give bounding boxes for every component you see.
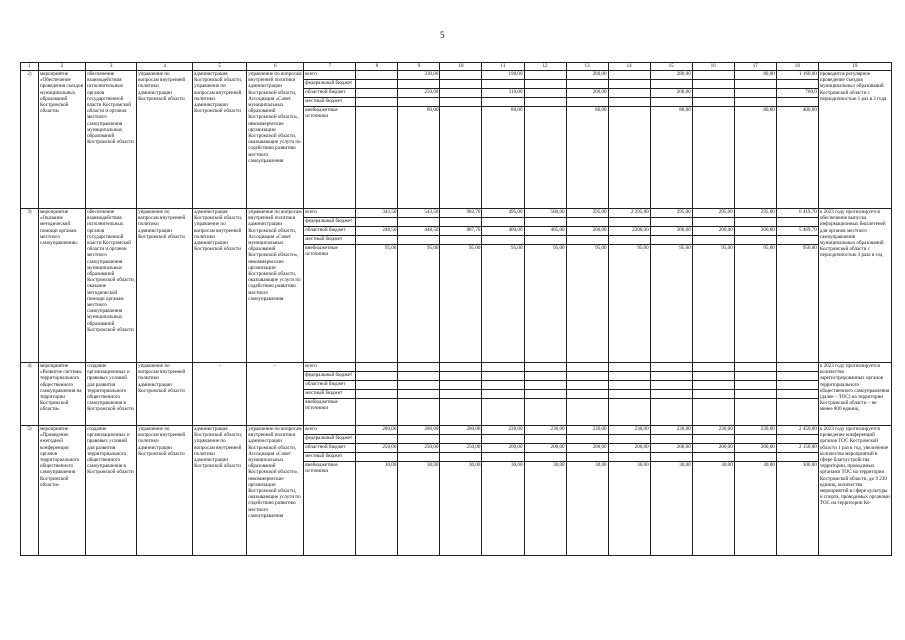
- amount-cell: [482, 390, 524, 399]
- amount-cell: [650, 381, 692, 390]
- amount-cell: 280,00: [440, 426, 482, 435]
- column-header: 12: [524, 63, 566, 71]
- amount-cell: [482, 98, 524, 107]
- amount-cell: [608, 399, 650, 426]
- amount-cell: [776, 218, 818, 227]
- amount-cell: [692, 89, 734, 98]
- amount-cell: 110,00: [482, 89, 524, 98]
- amount-cell: [524, 381, 566, 390]
- amount-cell: 95,00: [356, 245, 398, 363]
- co-executor: -: [193, 363, 247, 426]
- amount-cell: 95,00: [734, 245, 776, 363]
- amount-cell: 2 450,00: [776, 426, 818, 435]
- amount-cell: 580,00: [524, 209, 566, 218]
- funding-source: областной бюджет: [304, 227, 356, 236]
- participants: управление по вопросам внутренней политики администрации Костромской области, Ассоциация «Совет муниципальных образований Костромской области», некоммерческие организации Костромской области, оказывающие услуги по содействию развитию местного самоуправления: [247, 209, 304, 363]
- amount-cell: [692, 218, 734, 227]
- amount-cell: [650, 399, 692, 426]
- column-header: 7: [304, 63, 356, 71]
- amount-cell: [650, 453, 692, 462]
- responsible-executor: управление по вопросам внутренней политики администрации Костромской области: [137, 71, 193, 209]
- amount-cell: 295,00: [734, 209, 776, 218]
- amount-cell: [482, 399, 524, 426]
- amount-cell: 200,00: [734, 444, 776, 453]
- amount-cell: [482, 372, 524, 381]
- amount-cell: [692, 363, 734, 372]
- column-header: 19: [818, 63, 891, 71]
- amount-cell: 230,00: [482, 426, 524, 435]
- amount-cell: [482, 236, 524, 245]
- amount-cell: 250,00: [440, 444, 482, 453]
- amount-cell: [734, 399, 776, 426]
- amount-cell: 250,00: [356, 444, 398, 453]
- amount-cell: 95,00: [650, 245, 692, 363]
- amount-cell: 200,00: [482, 444, 524, 453]
- amount-cell: [566, 435, 608, 444]
- amount-cell: [692, 381, 734, 390]
- amount-cell: [692, 372, 734, 381]
- amount-cell: 250,00: [398, 89, 440, 98]
- funding-source: всего: [304, 209, 356, 218]
- amount-cell: [692, 71, 734, 80]
- amount-cell: 95,00: [608, 245, 650, 363]
- amount-cell: [608, 89, 650, 98]
- column-header: 5: [193, 63, 247, 71]
- amount-cell: 200,00: [692, 444, 734, 453]
- amount-cell: 200,00: [608, 444, 650, 453]
- amount-cell: [734, 435, 776, 444]
- amount-cell: [776, 399, 818, 426]
- funding-source: федеральный бюджет: [304, 80, 356, 89]
- amount-cell: [440, 89, 482, 98]
- amount-cell: [566, 399, 608, 426]
- amount-cell: [356, 89, 398, 98]
- amount-cell: [776, 390, 818, 399]
- amount-cell: 200,00: [524, 444, 566, 453]
- amount-cell: [566, 236, 608, 245]
- amount-cell: 448,50: [398, 227, 440, 236]
- column-header: 8: [356, 63, 398, 71]
- measure-name: мероприятие «Развитие системы территориального общественного самоуправления на территории Костромской области»: [39, 363, 86, 426]
- amount-cell: 190,00: [482, 71, 524, 80]
- amount-cell: [524, 236, 566, 245]
- responsible-executor: управление по вопросам внутренней политики администрации Костромской области: [137, 426, 193, 556]
- amount-cell: 295,00: [566, 209, 608, 218]
- amount-cell: [734, 363, 776, 372]
- amount-cell: [524, 435, 566, 444]
- amount-cell: [692, 98, 734, 107]
- amount-cell: [776, 236, 818, 245]
- funding-source: местный бюджет: [304, 453, 356, 462]
- funding-source: внебюджетные источники: [304, 107, 356, 209]
- amount-cell: 200,00: [650, 444, 692, 453]
- amount-cell: [482, 363, 524, 372]
- amount-cell: [692, 453, 734, 462]
- amount-cell: [692, 107, 734, 209]
- amount-cell: 343,50: [356, 209, 398, 218]
- amount-cell: 95,00: [482, 245, 524, 363]
- amount-cell: 982,70: [440, 209, 482, 218]
- amount-cell: [440, 80, 482, 89]
- amount-cell: 30,00: [650, 462, 692, 556]
- amount-cell: [692, 399, 734, 426]
- measure-goal: обеспечение взаимодействия исполнительных органов государственной власти Костромской области и органов местного самоуправления муниципальных образований Костромской области, оказание методической помощи органам местного самоуправления муниципальных образований Костромской области: [86, 209, 137, 363]
- amount-cell: 6 419,70: [776, 209, 818, 218]
- amount-cell: [524, 80, 566, 89]
- amount-cell: 80,00: [734, 107, 776, 209]
- program-table: [20, 62, 892, 556]
- amount-cell: [566, 218, 608, 227]
- amount-cell: [776, 80, 818, 89]
- amount-cell: 400,00: [482, 227, 524, 236]
- responsible-executor: управление по вопросам внутренней политики администрации Костромской области: [137, 209, 193, 363]
- amount-cell: 30,00: [524, 462, 566, 556]
- amount-cell: 95,00: [398, 245, 440, 363]
- amount-cell: [734, 89, 776, 98]
- amount-cell: [356, 381, 398, 390]
- amount-cell: [524, 453, 566, 462]
- amount-cell: 200,00: [566, 227, 608, 236]
- amount-cell: [650, 80, 692, 89]
- amount-cell: [356, 80, 398, 89]
- table-row: [21, 209, 892, 218]
- amount-cell: [524, 89, 566, 98]
- amount-cell: 485,00: [524, 227, 566, 236]
- amount-cell: 200,00: [566, 444, 608, 453]
- amount-cell: 30,00: [566, 462, 608, 556]
- amount-cell: [398, 80, 440, 89]
- amount-cell: [566, 453, 608, 462]
- amount-cell: [734, 372, 776, 381]
- column-header: 9: [398, 63, 440, 71]
- table-row: [21, 426, 892, 435]
- amount-cell: [440, 381, 482, 390]
- column-header: 18: [776, 63, 818, 71]
- column-header: 11: [482, 63, 524, 71]
- amount-cell: [734, 390, 776, 399]
- amount-cell: [608, 453, 650, 462]
- amount-cell: [398, 381, 440, 390]
- amount-cell: [692, 80, 734, 89]
- amount-cell: 950,00: [776, 245, 818, 363]
- row-number: 2): [21, 71, 39, 209]
- amount-cell: 200,00: [650, 89, 692, 98]
- amount-cell: [482, 218, 524, 227]
- amount-cell: [608, 107, 650, 209]
- funding-source: внебюджетные источники: [304, 399, 356, 426]
- amount-cell: [608, 381, 650, 390]
- amount-cell: [398, 453, 440, 462]
- amount-cell: [776, 98, 818, 107]
- amount-cell: [734, 236, 776, 245]
- amount-cell: [776, 435, 818, 444]
- amount-cell: 760,0: [776, 89, 818, 98]
- amount-cell: 80,00: [566, 107, 608, 209]
- amount-cell: [566, 381, 608, 390]
- amount-cell: [398, 236, 440, 245]
- amount-cell: 295,00: [692, 209, 734, 218]
- expected-result: проводится регулярное проведение съездов муниципальных образований Костромской области с периодичностью 1 раз в 2 года: [818, 71, 891, 209]
- row-number: 5): [21, 426, 39, 556]
- amount-cell: 495,00: [482, 209, 524, 218]
- funding-source: местный бюджет: [304, 390, 356, 399]
- amount-cell: [398, 363, 440, 372]
- amount-cell: [608, 236, 650, 245]
- amount-cell: 248,50: [356, 227, 398, 236]
- amount-cell: [440, 390, 482, 399]
- row-number: 4): [21, 363, 39, 426]
- column-header: 4: [137, 63, 193, 71]
- funding-source: федеральный бюджет: [304, 372, 356, 381]
- amount-cell: [440, 107, 482, 209]
- amount-cell: 95,00: [692, 245, 734, 363]
- amount-cell: [608, 71, 650, 80]
- measure-goal: создание организационных и правовых условий для развития территориального общественного самоуправления в Костромской области: [86, 426, 137, 556]
- amount-cell: [776, 381, 818, 390]
- funding-source: внебюджетные источники: [304, 245, 356, 363]
- amount-cell: [650, 218, 692, 227]
- amount-cell: 2 150,00: [776, 444, 818, 453]
- amount-cell: [524, 372, 566, 381]
- amount-cell: 2200,00: [608, 227, 650, 236]
- amount-cell: [398, 372, 440, 381]
- participants: управление по вопросам внутренней политики администрации Костромской области, Ассоциация «Совет муниципальных образований Костромской области», некоммерческие организации Костромской области, оказывающие услуги по содействию развитию местного самоуправления: [247, 426, 304, 556]
- table-row: [21, 363, 892, 372]
- header-row: [21, 63, 892, 71]
- amount-cell: 295,00: [650, 209, 692, 218]
- column-header: 15: [650, 63, 692, 71]
- amount-cell: [566, 390, 608, 399]
- amount-cell: [650, 98, 692, 107]
- column-header: 13: [566, 63, 608, 71]
- amount-cell: 230,00: [608, 426, 650, 435]
- amount-cell: 280,00: [398, 426, 440, 435]
- funding-source: областной бюджет: [304, 381, 356, 390]
- amount-cell: [482, 435, 524, 444]
- amount-cell: [524, 390, 566, 399]
- amount-cell: 200,00: [566, 89, 608, 98]
- funding-source: областной бюджет: [304, 444, 356, 453]
- amount-cell: [482, 453, 524, 462]
- amount-cell: 230,00: [566, 426, 608, 435]
- amount-cell: [566, 98, 608, 107]
- amount-cell: [356, 71, 398, 80]
- column-header: 16: [692, 63, 734, 71]
- amount-cell: [608, 372, 650, 381]
- amount-cell: 80,00: [398, 107, 440, 209]
- amount-cell: 80,00: [734, 71, 776, 80]
- amount-cell: [566, 363, 608, 372]
- amount-cell: [734, 98, 776, 107]
- funding-source: местный бюджет: [304, 236, 356, 245]
- measure-goal: создание организационных и правовых условий для развития территориального общественного самоуправления в Костромской области: [86, 363, 137, 426]
- amount-cell: [524, 218, 566, 227]
- amount-cell: [650, 435, 692, 444]
- amount-cell: [734, 381, 776, 390]
- row-number: 3): [21, 209, 39, 363]
- amount-cell: [356, 236, 398, 245]
- amount-cell: 400,00: [776, 107, 818, 209]
- amount-cell: 95,00: [524, 245, 566, 363]
- funding-source: областной бюджет: [304, 89, 356, 98]
- amount-cell: [356, 435, 398, 444]
- amount-cell: [734, 453, 776, 462]
- amount-cell: 95,00: [566, 245, 608, 363]
- amount-cell: [734, 218, 776, 227]
- amount-cell: 280,00: [356, 426, 398, 435]
- amount-cell: 230,00: [734, 426, 776, 435]
- amount-cell: [608, 80, 650, 89]
- funding-source: федеральный бюджет: [304, 218, 356, 227]
- amount-cell: 5 469,70: [776, 227, 818, 236]
- amount-cell: 30,00: [398, 462, 440, 556]
- amount-cell: [650, 372, 692, 381]
- amount-cell: [398, 435, 440, 444]
- amount-cell: [440, 453, 482, 462]
- co-executor: администрация Костромской области, управление по вопросам внутренней политики администрации Костромской области: [193, 209, 247, 363]
- co-executor: администрация Костромской области, управление по вопросам внутренней политики администрации Костромской области: [193, 71, 247, 209]
- amount-cell: [356, 363, 398, 372]
- amount-cell: [566, 372, 608, 381]
- amount-cell: [440, 98, 482, 107]
- funding-source: всего: [304, 71, 356, 80]
- amount-cell: [398, 218, 440, 227]
- amount-cell: [734, 80, 776, 89]
- amount-cell: 95,00: [440, 245, 482, 363]
- amount-cell: 250,00: [398, 444, 440, 453]
- amount-cell: [440, 363, 482, 372]
- amount-cell: 200,00: [650, 227, 692, 236]
- amount-cell: 200,00: [692, 227, 734, 236]
- amount-cell: [482, 80, 524, 89]
- amount-cell: 887,70: [440, 227, 482, 236]
- amount-cell: 230,00: [692, 426, 734, 435]
- amount-cell: [608, 218, 650, 227]
- amount-cell: 280,00: [650, 71, 692, 80]
- amount-cell: [524, 399, 566, 426]
- amount-cell: [482, 381, 524, 390]
- amount-cell: 1 160,00: [776, 71, 818, 80]
- amount-cell: [440, 218, 482, 227]
- amount-cell: [440, 399, 482, 426]
- amount-cell: 330,00: [398, 71, 440, 80]
- expected-result: к 2023 году прогнозируется обеспечение выпуска информационных бюллетеней для органов местного самоуправления муниципальных образований Костромской области с периодичностью 3 раза в год: [818, 209, 891, 363]
- amount-cell: [776, 363, 818, 372]
- amount-cell: [650, 236, 692, 245]
- amount-cell: 30,00: [440, 462, 482, 556]
- co-executor: администрация Костромской области, управление по вопросам внутренней политики администрации Костромской области: [193, 426, 247, 556]
- amount-cell: 200,00: [734, 227, 776, 236]
- column-header: 1: [21, 63, 39, 71]
- amount-cell: [692, 390, 734, 399]
- amount-cell: [692, 236, 734, 245]
- measure-name: мероприятие «Оказание методической помощи органам местного самоуправления»: [39, 209, 86, 363]
- amount-cell: [440, 372, 482, 381]
- column-header: 10: [440, 63, 482, 71]
- amount-cell: [692, 435, 734, 444]
- measure-name: мероприятие «Проведение ежегодной конференции органов территориального общественного самоуправления Костромской области»: [39, 426, 86, 556]
- participants: управление по вопросам внутренней политики администрации Костромской области, Ассоциация «Совет муниципальных образований Костромской области», некоммерческие организации Костромской области, оказывающие услуги по содействию развитию местного самоуправления: [247, 71, 304, 209]
- amount-cell: 30,00: [356, 462, 398, 556]
- participants: -: [247, 363, 304, 426]
- amount-cell: [524, 98, 566, 107]
- measure-name: мероприятие «Обеспечение проведения съездов муниципальных образований Костромской области»: [39, 71, 86, 209]
- funding-source: всего: [304, 363, 356, 372]
- amount-cell: [608, 98, 650, 107]
- amount-cell: [524, 107, 566, 209]
- column-header: 6: [247, 63, 304, 71]
- amount-cell: [356, 98, 398, 107]
- amount-cell: 30,00: [692, 462, 734, 556]
- amount-cell: [776, 453, 818, 462]
- amount-cell: [356, 218, 398, 227]
- amount-cell: [356, 390, 398, 399]
- amount-cell: [608, 435, 650, 444]
- amount-cell: [356, 372, 398, 381]
- column-header: 3: [86, 63, 137, 71]
- amount-cell: 30,00: [482, 462, 524, 556]
- responsible-executor: управление по вопросам внутренней политики администрации Костромской области: [137, 363, 193, 426]
- amount-cell: 80,00: [650, 107, 692, 209]
- amount-cell: [650, 390, 692, 399]
- amount-cell: [608, 390, 650, 399]
- column-header: 17: [734, 63, 776, 71]
- expected-result: к 2023 году прогнозируется проведение конференций органов ТОС Костромской области 1 раз в год, увеличение количества мероприятий в сфере благоустройства территории, проводимых органами ТОС на территории Костромской области, до 9 230 единиц, количества мероприятий в сфере культуры и спорта, проводимых органами ТОС на территории Ко-: [818, 426, 891, 556]
- funding-source: местный бюджет: [304, 98, 356, 107]
- funding-source: федеральный бюджет: [304, 435, 356, 444]
- table-row: [21, 71, 892, 80]
- amount-cell: 300,00: [776, 462, 818, 556]
- amount-cell: 543,50: [398, 209, 440, 218]
- amount-cell: [650, 363, 692, 372]
- funding-source: всего: [304, 426, 356, 435]
- measure-goal: обеспечение взаимодействия исполнительных органов государственной власти Костромской области и органов местного самоуправления муниципальных образований Костромской области: [86, 71, 137, 209]
- amount-cell: [356, 107, 398, 209]
- column-header: 2: [39, 63, 86, 71]
- amount-cell: [440, 71, 482, 80]
- amount-cell: 30,00: [734, 462, 776, 556]
- page-number: 5: [440, 30, 445, 40]
- amount-cell: [608, 363, 650, 372]
- amount-cell: [524, 363, 566, 372]
- column-header: 14: [608, 63, 650, 71]
- amount-cell: [398, 390, 440, 399]
- amount-cell: 30,00: [608, 462, 650, 556]
- amount-cell: [398, 399, 440, 426]
- amount-cell: [440, 236, 482, 245]
- amount-cell: [566, 80, 608, 89]
- amount-cell: 2 295,00: [608, 209, 650, 218]
- funding-source: внебюджетные источники: [304, 462, 356, 556]
- amount-cell: [356, 453, 398, 462]
- amount-cell: 80,00: [482, 107, 524, 209]
- expected-result: к 2023 году прогнозируется количество зарегистрированных органов территориального общественного самоуправления (далее – ТОС) на территории Костромской области – не менее 800 единиц: [818, 363, 891, 426]
- amount-cell: [356, 399, 398, 426]
- amount-cell: [776, 372, 818, 381]
- amount-cell: [398, 98, 440, 107]
- amount-cell: [440, 435, 482, 444]
- amount-cell: 230,00: [650, 426, 692, 435]
- amount-cell: [524, 71, 566, 80]
- amount-cell: 280,00: [566, 71, 608, 80]
- amount-cell: 230,00: [524, 426, 566, 435]
